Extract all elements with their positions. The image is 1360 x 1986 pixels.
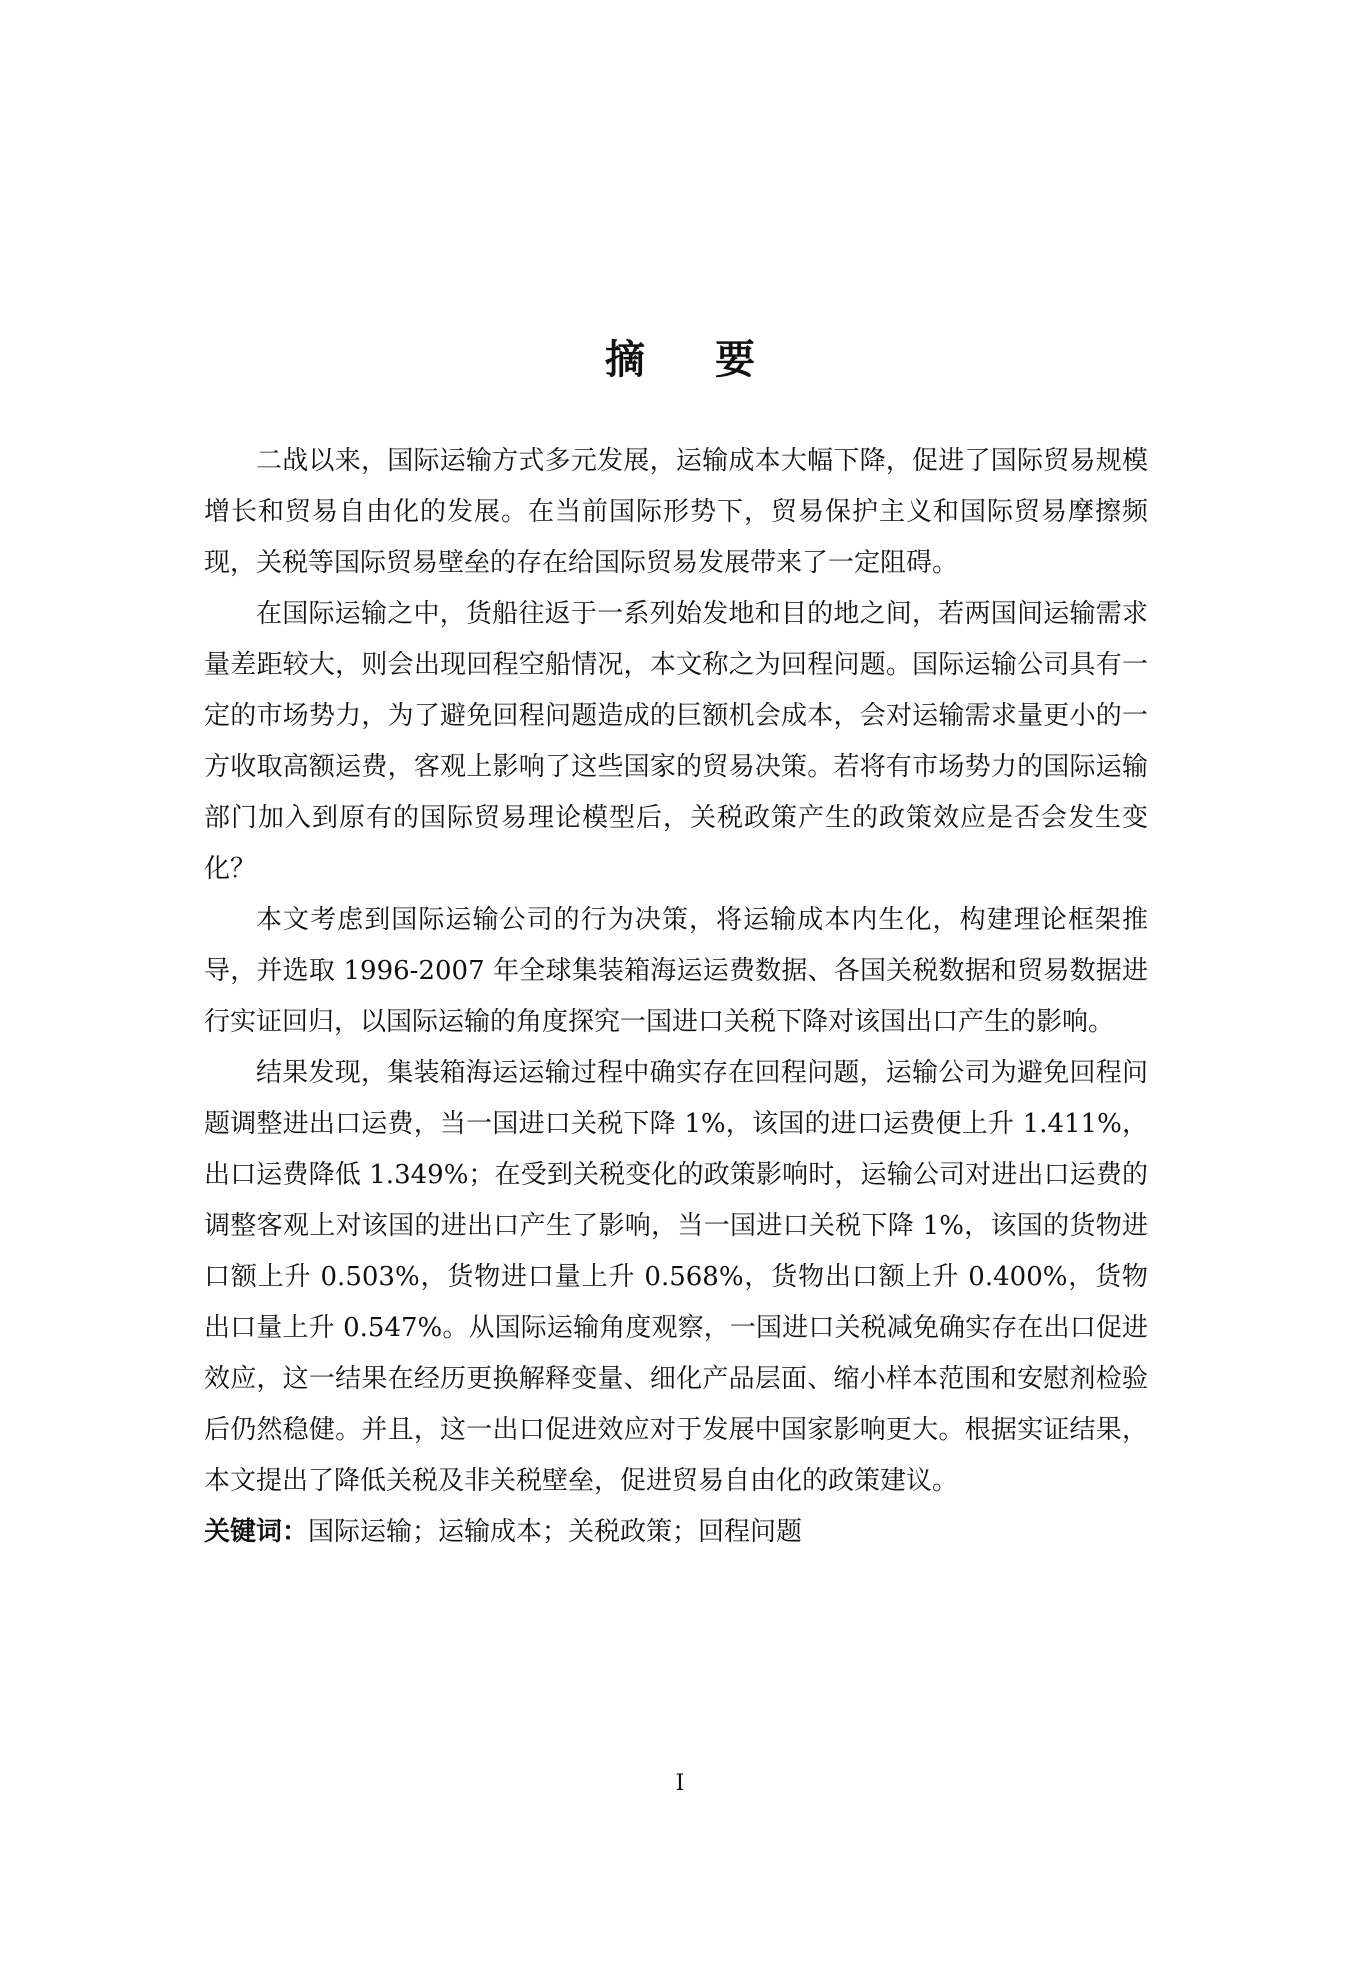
abstract-paragraph-1: 二战以来，国际运输方式多元发展，运输成本大幅下降，促进了国际贸易规模增长和贸易自由化的发展。在当前国际形势下，贸易保护主义和国际贸易摩擦频现，关税等国际贸易壁垒的存在给国际贸易发展带来了一定阻碍。 [204, 446, 1148, 578]
abstract-body [204, 436, 1148, 1558]
abstract-paragraph-4: 结果发现，集装箱海运运输过程中确实存在回程问题，运输公司为避免回程问题调整进出口运费，当一国进口关税下降 1%，该国的进口运费便上升 1.411%，出口运费降低 1.349%；在受到关税变化的政策影响时，运输公司对进出口运费的调整客观上对该国的进出口产生了影响，当一国进口关税下降 1%，该国的货物进口额上升 0.503%，货物进口量上升 0.568%，货物出口额上升 0.400%，货物出口量上升 0.547%。从国际运输角度观察，一国进口关税减免确实存在出口促进效应，这一结果在经历更换解释变量、细化产品层面、缩小样本范围和安慰剂检验后仍然稳健。并且，这一出口促进效应对于发展中国家影响更大。根据实证结果，本文提出了降低关税及非关税壁垒，促进贸易自由化的政策建议。 [204, 1058, 1148, 1496]
abstract-title: 摘 要 [605, 337, 783, 383]
abstract-paragraph-2: 在国际运输之中，货船往返于一系列始发地和目的地之间，若两国间运输需求量差距较大，则会出现回程空船情况，本文称之为回程问题。国际运输公司具有一定的市场势力，为了避免回程问题造成的巨额机会成本，会对运输需求量更小的一方收取高额运费，客观上影响了这些国家的贸易决策。若将有市场势力的国际运输部门加入到原有的国际贸易理论模型后，关税政策产生的政策效应是否会发生变化？ [204, 599, 1148, 884]
keywords-line [204, 1507, 1148, 1558]
abstract-paragraph-3: 本文考虑到国际运输公司的行为决策，将运输成本内生化，构建理论框架推导，并选取 1996-2007 年全球集装箱海运运费数据、各国关税数据和贸易数据进行实证回归，以国际运输的角度探究一国进口关税下降对该国出口产生的影响。 [204, 905, 1148, 1037]
keywords-text: 国际运输；运输成本；关税政策；回程问题 [308, 1517, 803, 1547]
page-number: I [675, 1771, 685, 1796]
keywords-label: 关键词： [204, 1517, 309, 1547]
